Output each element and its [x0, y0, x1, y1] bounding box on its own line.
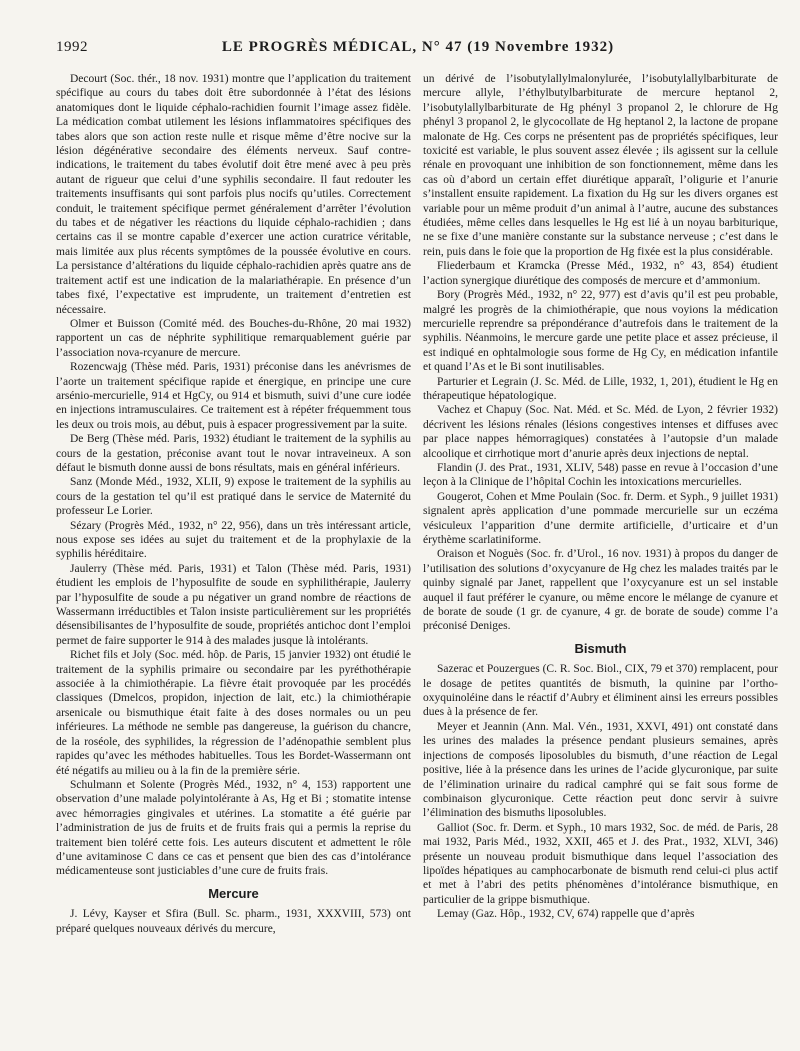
paragraph: Lemay (Gaz. Hôp., 1932, CV, 674) rappelle que d’après — [437, 908, 695, 921]
right-column — [423, 72, 778, 936]
page-number: 1992 — [56, 39, 88, 55]
section-heading-mercure: Mercure — [208, 885, 259, 901]
paragraph: Meyer et Jeannin (Ann. Mal. Vén., 1931, XXVI, 491) ont constaté dans les urines des malades la présence pendant plusieurs semaines, après injections de composés liposolubles du bismuth, d’une réaction de Legal positive, liée à la présence dans les urines de l’acide glycuronique, par suite de l’élimination urinaire du radical camphré qui se fait sous forme de combinaison glycuronique. Cette réaction peut donc servir à suivre l’élimination des bismuths liposolubles. — [423, 720, 778, 820]
paragraph: Decourt (Soc. thér., 18 nov. 1931) montre que l’application du traitement spécifique au cours du tabes doit être subordonnée à l’état des lésions anatomiques dont le liquide céphalo-rachidien fournit l’image assez fidèle. La médication combat utilement les lésions inflammatoires spécifiques des tabes alors que son action reste nulle et risque même d’être nocive sur la lésion dégénérative secondaire des éléments nerveux. Sauf contre-indications, le traitement du tabes évolutif doit être mené avec à peu près autant de rigueur que celui d’une syphilis secondaire. Il faut redouter les traitements insuffisants qui sont parfois plus nocifs qu’utiles. Correctement conduit, le traitement spécifique permet généralement d’arrêter l’évolution du tabes et de négativer les réactions du liquide céphalo-rachidien ; dans certains cas il se montre capable d’exercer une action curatrice véritable, mais limitée aux plus récents symptômes de la poussée évolutive en cours. La persistance d’altérations du liquide céphalo-rachidien après quatre ans de traitement actif est une indication de la malariathérapie. En présence d’un tabes fixé, l’expectative est imprudente, un traitement d’entretien est nécessaire. — [56, 73, 411, 316]
paragraph: Galliot (Soc. fr. Derm. et Syph., 10 mars 1932, Soc. de méd. de Paris, 28 mai 1932, Paris Méd., 1932, XXII, 465 et J. des Prat., 1932, XLVI, 346) présente un nouveau produit bismuthique dans lequel l’association des lipoïdes hépatiques au camphocarbonate de bismuth rend celui-ci plus actif et met à l’abri des petits phénomènes d’intolérance bismuthique, en particulier de la grippe bismuthique. — [423, 821, 778, 906]
paragraph: Schulmann et Solente (Progrès Méd., 1932, n° 4, 153) rapportent une observation d’une malade polyintolérante à As, Hg et Bi ; stomatite intense avec hémorragies gingivales et utérines. La stomatite a été guérie par l’administration de jus de fruits et de fruits frais qui a permis la reprise du traitement bien toléré cette fois. Les auteurs discutent et admettent le rôle d’une avitaminose C dans ce cas et pensent que bien des cas d’intolérance médicamenteuse sont justiciables d’une cure de fruits frais. — [56, 778, 411, 878]
journal-title: LE PROGRÈS MÉDICAL, N° 47 (19 Novembre 1932) — [221, 39, 615, 55]
paragraph: Parturier et Legrain (J. Sc. Méd. de Lille, 1932, 1, 201), étudient le Hg en thérapeutique hépatologique. — [423, 375, 778, 402]
paragraph: Flandin (J. des Prat., 1931, XLIV, 548) passe en revue à l’occasion d’une leçon à la Clinique de l’hôpital Cochin les intoxications mercurielles. — [423, 461, 778, 489]
section-heading-bismuth: Bismuth — [574, 640, 627, 656]
paragraph: Richet fils et Joly (Soc. méd. hôp. de Paris, 15 janvier 1932) ont étudié le traitement de la syphilis primaire ou secondaire par les pyréthothérapie associée à la chimiothérapie. La fièvre était provoquée par les procédés classiques (Dmelcos, propidon, injection de lait, etc.) la chimiothérapie arsenicale ou bismuthique était faite à des doses normales ou un peu inférieures. La méthode ne semble pas dangereuse, la guérison du chancre, de la roséole, des syphilides, la régression de l’adénopathie semblent plus rapides qu’avec les méthodes habituelles. Tous les Bordet-Wassermann ont été négatifs au milieu ou à la fin de la première série. — [56, 649, 411, 777]
paragraph: Olmer et Buisson (Comité méd. des Bouches-du-Rhône, 20 mai 1932) rapportent un cas de néphrite syphilitique remarquablement guérie par l’association nova-rcyanure de mercure. — [56, 317, 411, 359]
paragraph: Bory (Progrès Méd., 1932, n° 22, 977) est d’avis qu’il est peu probable, malgré les progrès de la chimiothérapie, que nous voyions la médication mercurielle reprendre sa prépondérance d’autrefois dans le traitement de la syphilis. Néanmoins, le mercure garde une petite place et assez précieuse, il est indiqué en ophtalmologie sous forme de Hg Cy, en médication infantile et quand l’As et le Bi sont inutilisables. — [423, 289, 778, 374]
left-column — [56, 72, 411, 936]
paragraph: Sazerac et Pouzergues (C. R. Soc. Biol., CIX, 79 et 370) remplacent, pour le dosage de petites quantités de bismuth, la quinine par l’ortho-oxyquinoléine dans le réactif d’Aubry et éliminent ainsi les erreurs possibles dues à la présence de fer. — [423, 663, 778, 719]
paragraph: Oraison et Noguès (Soc. fr. d’Urol., 16 nov. 1931) à propos du danger de l’utilisation des solutions d’oxycyanure de Hg chez les malades traités par le quinby signalé par Janet, rappellent que l’oxycyanure est un sel instable auquel il faut préférer le cyanure, ou même encore le mélange de cyanure et de borate de soude (1 gr. de cyanure, 4 gr. de borate de soude) comme l’a préconisé Deniges. — [423, 548, 778, 633]
paragraph: Sanz (Monde Méd., 1932, XLII, 9) expose le traitement de la syphilis au cours de la gestation tel qu’il est pratiqué dans le service de Maternité du professeur Le Lorier. — [56, 476, 411, 518]
paragraph: J. Lévy, Kayser et Sfira (Bull. Sc. pharm., 1931, XXXVIII, 573) ont préparé quelques nouveaux dérivés du mercure, — [56, 908, 411, 935]
paragraph: De Berg (Thèse méd. Paris, 1932) étudiant le traitement de la syphilis au cours de la gestation, préconise avant tout le novar intraveineux. A son défaut le bismuth donne aussi de bons résultats, mais en général inférieurs. — [56, 433, 411, 474]
page-header — [56, 38, 778, 66]
paragraph: Jaulerry (Thèse méd. Paris, 1931) et Talon (Thèse méd. Paris, 1931) étudient les emplois de l’hyposulfite de soude en syphilithérapie, Jaulerry par l’hyposulfite de soude a pu négativer un grand nombre de réactions de Wassermann irréductibles et Talon insiste particulièrement sur les propriétés désensibilisantes de l’hyposulfite de soude, propriétés antichoc dont l’emploi permet de faire supporter le 914 à des malades jusque là intolérants. — [56, 562, 411, 647]
paragraph: un dérivé de l’isobutylallylmalonylurée, l’isobutylallylbarbiturate de mercure allyle, l’éthylbutylbarbiturate de mercure heptanol 2, l’isobutylallylbarbiturate de Hg phényl 3 propanol 2, le chlorure de Hg phényl 3 propanol 2, le glycocollate de Hg heptanol 2, la lactone de propane malonate de Hg. Ces corps ne présentent pas de propriétés spécifiques, leur toxicité est variable, le plus souvent assez élevée ; ils agissent sur la cellule rénale en provoquant une inhibition de son fonctionnement, même dans les cas où d’abord un certain effet diurétique apparaît, l’oligurie et l’anurie s’installent ensuite rapidement. La fixation du Hg sur les divers organes est variable pour un même produit d’un animal à l’autre, aucune des substances étudiées, même celles dans lesquelles le Hg est lié à un noyau barbiturique, ne se fixe d’une manière constante sur la substance nerveuse ; c’est dans le rein, puis dans le foie que la proportion de Hg fixée est la plus considérable. — [423, 73, 778, 258]
paragraph: Vachez et Chapuy (Soc. Nat. Méd. et Sc. Méd. de Lyon, 2 février 1932) décrivent les lésions rénales (lésions congestives intenses et diffuses avec par place nappes hémorragiques) constatées à l’autopsie d’un malade alcoolique et cirrhotique mort d’anurie après deux injections de neptal. — [423, 404, 778, 460]
text-columns — [56, 72, 778, 936]
paragraph: Fliederbaum et Kramcka (Presse Méd., 1932, n° 43, 854) étudient l’action synergique diurétique des composés de mercure et d’ammonium. — [423, 260, 778, 287]
paragraph: Rozencwajg (Thèse méd. Paris, 1931) préconise dans les anévrismes de l’aorte un traitement spécifique rapide et énergique, en principe une cure arsénio-mercurielle, 914 et HgCy, ou 914 et bismuth, suivi d’une cure iodée en injections intramusculaires. Ce traitement est à répéter fréquemment tous les deux ou trois mois, au début, puis à espacer progressivement par la suite. — [56, 361, 411, 431]
paragraph: Sézary (Progrès Méd., 1932, n° 22, 956), dans un très intéressant article, nous expose ses idées au sujet du traitement et de la prophylaxie de la syphilis héréditaire. — [56, 519, 411, 561]
paragraph: Gougerot, Cohen et Mme Poulain (Soc. fr. Derm. et Syph., 9 juillet 1931) signalent après application d’une pommade mercurielle sur un eczéma vésiculeux l’apparition d’une dermite artificielle, d’urticaire et d’un érythème scarlatiniforme. — [423, 490, 778, 546]
